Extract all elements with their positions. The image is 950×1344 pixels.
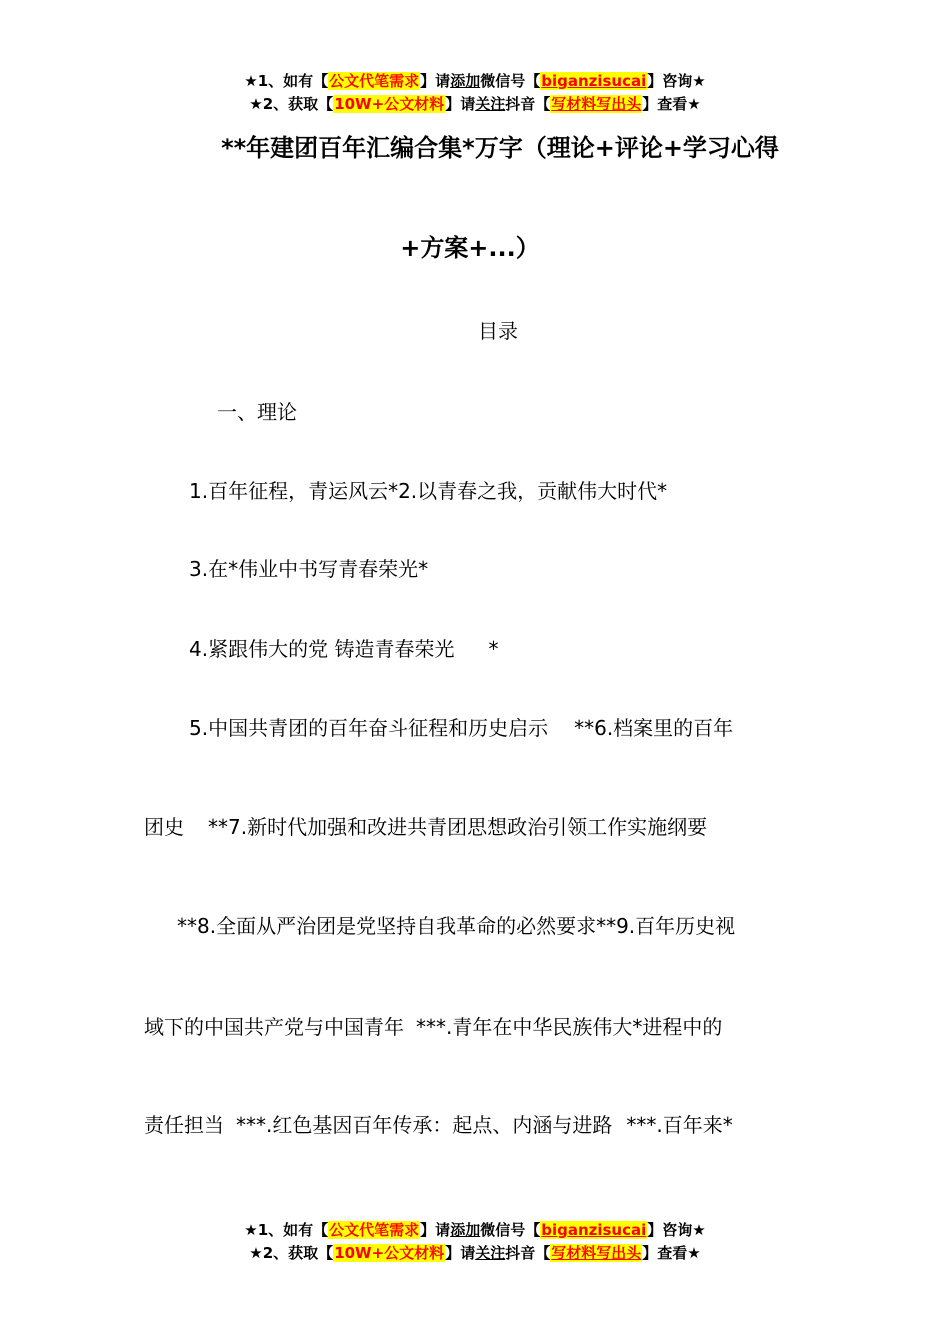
- footer-add-text: 添加: [450, 1221, 481, 1239]
- footer-line-2-mid2: 抖音【: [505, 1244, 551, 1262]
- banner-line-2-mid: 】请: [445, 95, 476, 113]
- footer-wechat-id: biganzisucai: [541, 1221, 647, 1239]
- banner-line-2-suffix: 】查看★: [642, 95, 701, 113]
- banner-line-1-prefix: ★1、如有【: [244, 72, 329, 90]
- footer-line-2-mid: 】请: [445, 1244, 476, 1262]
- banner-highlight-writing-service: 公文代笔需求: [329, 72, 420, 90]
- toc-line: [144, 1011, 722, 1040]
- footer-line-2-suffix: 】查看★: [642, 1244, 701, 1262]
- toc-heading: 目录: [478, 319, 518, 343]
- toc-line-text: 责任担当: [144, 1113, 224, 1137]
- footer-line-1-suffix: 】咨询★: [647, 1221, 706, 1239]
- document-title-line-1: **年建团百年汇编合集*万字（理论+评论+学习心得: [221, 134, 779, 162]
- toc-line: [144, 1109, 733, 1138]
- banner-add-text: 添加: [450, 72, 481, 90]
- toc-line-text: 5.中国共青团的百年奋斗征程和历史启示: [189, 716, 549, 740]
- banner-line-1: [0, 70, 950, 93]
- footer-follow-text: 关注: [475, 1244, 506, 1262]
- toc-line-text: 4.紧跟伟大的党 铸造青春荣光: [189, 637, 455, 661]
- toc-line: [144, 811, 707, 840]
- toc-line: [189, 712, 733, 741]
- toc-line-text: **6.档案里的百年: [574, 716, 734, 740]
- banner-highlight-materials: 10W+公文材料: [334, 95, 445, 113]
- footer-highlight-writing-service: 公文代笔需求: [329, 1221, 420, 1239]
- toc-line-text: ***.百年来*: [626, 1113, 733, 1137]
- banner-line-1-suffix: 】咨询★: [647, 72, 706, 90]
- header-banner: [0, 70, 950, 116]
- toc-line: **8.全面从严治团是党坚持自我革命的必然要求**9.百年历史视: [177, 914, 736, 938]
- toc-line-text: ***.青年在中华民族伟大*进程中的: [416, 1015, 723, 1039]
- banner-line-2-prefix: ★2、获取【: [249, 95, 334, 113]
- toc-line-text: 域下的中国共产党与中国青年: [144, 1015, 404, 1039]
- footer-banner: [0, 1219, 950, 1265]
- banner-line-2: [0, 93, 950, 116]
- banner-line-2-mid2: 抖音【: [505, 95, 551, 113]
- toc-line-text: 团史: [144, 815, 184, 839]
- toc-line-text: *: [488, 637, 499, 661]
- banner-line-1-mid: 】请: [420, 72, 451, 90]
- toc-line: 3.在*伟业中书写青春荣光*: [189, 557, 429, 581]
- banner-wechat-id: biganzisucai: [541, 72, 647, 90]
- section-heading-theory: 一、理论: [217, 400, 297, 424]
- document-title-line-2: +方案+...）: [400, 234, 540, 262]
- footer-line-1-prefix: ★1、如有【: [244, 1221, 329, 1239]
- footer-banner-line-2: [0, 1242, 950, 1265]
- banner-line-1-mid2: 微信号【: [480, 72, 541, 90]
- banner-douyin-account: 写材料写出头: [551, 95, 642, 113]
- footer-line-1-mid2: 微信号【: [480, 1221, 541, 1239]
- toc-line: [189, 633, 498, 662]
- banner-follow-text: 关注: [475, 95, 506, 113]
- toc-line: 1.百年征程，青运风云*2.以青春之我，贡献伟大时代*: [189, 479, 668, 503]
- footer-banner-line-1: [0, 1219, 950, 1242]
- footer-line-2-prefix: ★2、获取【: [249, 1244, 334, 1262]
- footer-douyin-account: 写材料写出头: [551, 1244, 642, 1262]
- toc-line-text: ***.红色基因百年传承：起点、内涵与进路: [236, 1113, 613, 1137]
- toc-line-text: **7.新时代加强和改进共青团思想政治引领工作实施纲要: [208, 815, 708, 839]
- footer-highlight-materials: 10W+公文材料: [334, 1244, 445, 1262]
- footer-line-1-mid: 】请: [420, 1221, 451, 1239]
